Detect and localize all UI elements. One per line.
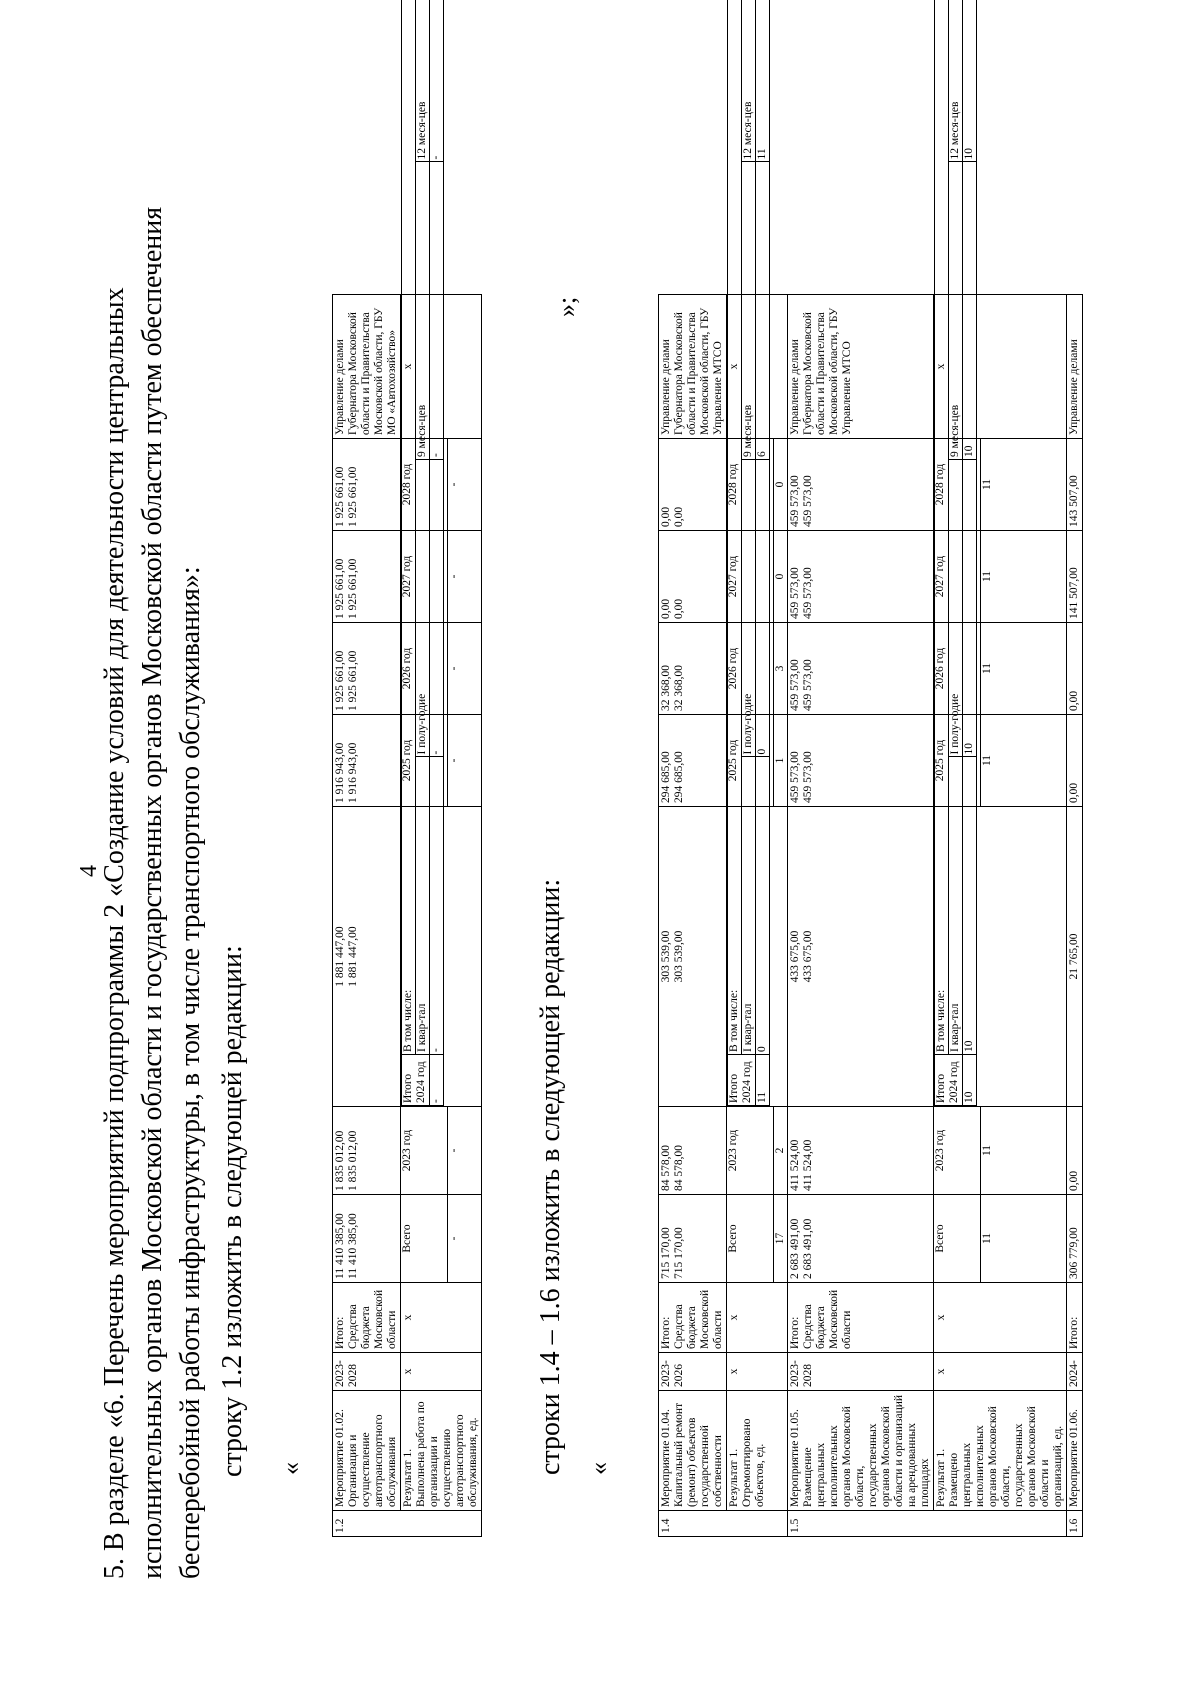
- y2028-budget: 459 573,00: [802, 475, 814, 527]
- y2028-total: 0,00: [660, 506, 672, 527]
- table-rows-1-4-1-6: [658, 101, 1083, 1537]
- total-value: 715 170,00: [660, 1227, 672, 1279]
- y2027-total: 0,00: [660, 598, 672, 619]
- result-value: 2: [773, 1107, 787, 1194]
- y2025-budget: 294 685,00: [673, 751, 685, 803]
- year-label: 2028 год: [401, 463, 413, 506]
- m12-label: 12 меся-цев: [949, 0, 963, 162]
- y2024-total: 303 539,00: [660, 930, 672, 983]
- intro-paragraph: [96, 37, 210, 1579]
- y2027-budget: 459 573,00: [802, 567, 814, 619]
- result-value: 0: [773, 531, 787, 622]
- rows-instruction: строки 1.4 – 1.6 изложить в следующей редакции:: [535, 878, 566, 1475]
- y2023-total: 1 835 012,00: [334, 1130, 346, 1191]
- x-mark: x: [727, 295, 788, 439]
- y2025-budget: 459 573,00: [802, 751, 814, 803]
- y2028-total: 1 925 661,00: [334, 466, 346, 527]
- result-value: -: [447, 715, 461, 806]
- year-label: 2025 год: [401, 739, 413, 782]
- result-value: 11: [756, 0, 770, 162]
- quarter-breakdown: [727, 0, 770, 1106]
- table-row: [934, 295, 1067, 1537]
- result-value: 17: [773, 1195, 787, 1282]
- executor: Управление делами Губернатора Московской области и Правительства Московской области, ГБУ Управление МТСО: [659, 295, 727, 439]
- result-value: 0: [756, 757, 770, 1055]
- result-value: -: [430, 1055, 444, 1106]
- result-value: -: [447, 1195, 461, 1282]
- y2026-budget: 1 925 661,00: [347, 650, 359, 711]
- y2024-total: 21 765,00: [1067, 807, 1083, 1107]
- year-label: 2026 год: [934, 647, 946, 690]
- result-value: 11: [980, 1107, 994, 1194]
- y2024-budget: 433 675,00: [802, 930, 814, 983]
- result-value: 0: [773, 439, 787, 530]
- total-value: 11 410 385,00: [334, 1213, 346, 1279]
- y2027-total: 1 925 661,00: [334, 558, 346, 619]
- y2027-total: 459 573,00: [789, 567, 801, 619]
- table-row: [1067, 295, 1083, 1537]
- row-number: 1.6: [1067, 1511, 1083, 1537]
- y2025-total: 294 685,00: [660, 751, 672, 803]
- result-value: 0: [756, 460, 770, 758]
- y2025-budget: 1 916 943,00: [347, 742, 359, 803]
- itogo-2024-label: Итого 2024 год: [402, 1055, 430, 1106]
- y2023-total: 411 524,00: [789, 1139, 801, 1191]
- open-quote: «: [584, 1462, 613, 1475]
- itogo-2024-label: Итого 2024 год: [935, 1055, 963, 1106]
- result-value: -: [430, 0, 444, 162]
- budget-label: Средства бюджета Московской области: [802, 1289, 853, 1349]
- x-mark: x: [934, 295, 1067, 439]
- result-name: Результат 1. Размещено центральных исполнительных органов Московской области, государственных органов Московской области и организаций, ед.: [934, 1391, 1067, 1511]
- y2026-total: 32 368,00: [660, 665, 672, 711]
- y2026-budget: 32 368,00: [673, 665, 685, 711]
- result-value: 11: [980, 623, 994, 714]
- result-value: 10: [963, 757, 977, 1055]
- result-value: -: [430, 757, 444, 1055]
- y2027-budget: 0,00: [673, 598, 685, 619]
- y2025-total: 459 573,00: [789, 751, 801, 803]
- year-label: 2025 год: [727, 739, 739, 782]
- page-number: 4: [76, 865, 102, 877]
- year-label: 2025 год: [934, 739, 946, 782]
- table-row: [659, 295, 727, 1537]
- q1-label: I квар-тал: [416, 757, 430, 1055]
- intro-line: исполнительных органов Московской области и государственных органов Московской области путем обеспечения: [137, 206, 168, 1579]
- open-quote: «: [276, 1462, 305, 1475]
- x-mark: x: [727, 1353, 788, 1391]
- year-label: 2028 год: [727, 463, 739, 506]
- y2027-total: 141 507,00: [1067, 531, 1083, 623]
- total-value: 2 683 491,00: [789, 1218, 801, 1279]
- result-value: -: [447, 623, 461, 714]
- year-label: 2023 год: [401, 1129, 413, 1172]
- year-label: 2023 год: [727, 1129, 739, 1172]
- x-mark: x: [401, 1283, 482, 1353]
- year-label: 2027 год: [727, 555, 739, 598]
- row-number: 1.5: [788, 1511, 1067, 1537]
- executor: Управление делами Губернатора Московской области и Правительства Московской области, ГБУ Управление МТСО: [788, 295, 934, 439]
- result-value: 11: [980, 531, 994, 622]
- result-value: 10: [963, 1055, 977, 1106]
- half-label: I полу-годие: [949, 460, 963, 758]
- y2023-total: 0,00: [1067, 1107, 1083, 1195]
- y2023-total: 84 578,00: [660, 1145, 672, 1191]
- result-value: -: [447, 1107, 461, 1194]
- y2028-total: 143 507,00: [1067, 439, 1083, 531]
- result-value: 3: [773, 623, 787, 714]
- result-value: 1: [773, 715, 787, 806]
- event-name: Мероприятие 01.04. Капитальный ремонт (ремонт) объектов государственной собственности: [659, 1391, 727, 1511]
- m9-label: 9 меся-цев: [949, 162, 963, 460]
- half-label: I полу-годие: [416, 460, 430, 758]
- x-mark: x: [727, 1283, 788, 1353]
- table-row-1-2: [332, 101, 482, 1537]
- result-value: 11: [756, 1055, 770, 1106]
- result-value: 11: [980, 439, 994, 530]
- result-value: -: [447, 439, 461, 530]
- y2023-budget: 411 524,00: [802, 1139, 814, 1191]
- incl-label: В том числе:: [402, 0, 416, 1055]
- year-label: 2027 год: [401, 555, 413, 598]
- quarter-breakdown: [934, 0, 977, 1106]
- y2024-total: 1 881 447,00: [334, 926, 346, 987]
- y2023-budget: 84 578,00: [673, 1145, 685, 1191]
- y2028-budget: 1 925 661,00: [347, 466, 359, 527]
- y2023-budget: 1 835 012,00: [347, 1130, 359, 1191]
- m12-label: 12 меся-цев: [742, 0, 756, 162]
- event-period: 2023-2026: [659, 1353, 727, 1391]
- incl-label: В том числе:: [728, 0, 742, 1055]
- year-label: 2027 год: [934, 555, 946, 598]
- total-label: Итого:: [334, 1316, 346, 1349]
- result-value: 6: [756, 162, 770, 460]
- y2026-total: 0,00: [1067, 623, 1083, 715]
- table-row: [788, 295, 934, 1537]
- m12-label: 12 меся-цев: [416, 0, 430, 162]
- q1-label: I квар-тал: [742, 757, 756, 1055]
- executor: Управление делами Губернатора Московской области и Правительства Московской области, ГБУ МО «Автохозяйство»: [333, 295, 401, 439]
- result-value: 11: [980, 1195, 994, 1282]
- event-period: 2023-2028: [333, 1353, 401, 1391]
- year-label: 2026 год: [727, 647, 739, 690]
- y2024-budget: 303 539,00: [673, 930, 685, 983]
- budget-label: Средства бюджета Московской области: [347, 1289, 398, 1349]
- y2027-budget: 1 925 661,00: [347, 558, 359, 619]
- y2028-total: 459 573,00: [789, 475, 801, 527]
- year-label: 2028 год: [934, 463, 946, 506]
- x-mark: x: [401, 1353, 482, 1391]
- incl-label: В том числе:: [935, 0, 949, 1055]
- y2026-budget: 459 573,00: [802, 659, 814, 711]
- row-number: 1.2: [333, 1511, 482, 1537]
- intro-line: бесперебойной работы инфраструктуры, в том числе транспортного обслуживания»:: [175, 566, 206, 1579]
- result-value: -: [430, 162, 444, 460]
- half-label: I полу-годие: [742, 460, 756, 758]
- all-label: Всего: [401, 1224, 413, 1253]
- budget-value: 11 410 385,00: [347, 1213, 359, 1279]
- table-row: [333, 295, 401, 1537]
- quarter-breakdown: [401, 0, 444, 1106]
- all-label: Всего: [934, 1224, 946, 1253]
- year-label: 2026 год: [401, 647, 413, 690]
- x-mark: x: [934, 1283, 1067, 1353]
- y2025-total: 1 916 943,00: [334, 742, 346, 803]
- y2028-budget: 0,00: [673, 506, 685, 527]
- event-name: Мероприятие 01.02. Организация и осуществление автотранспортного обслуживания: [333, 1391, 401, 1511]
- year-label: 2023 год: [934, 1129, 946, 1172]
- y2024-budget: 1 881 447,00: [347, 926, 359, 987]
- event-period: 2024-: [1067, 1353, 1083, 1391]
- close-quote: »;: [552, 296, 581, 317]
- q1-label: I квар-тал: [949, 757, 963, 1055]
- total-label: Итого:: [660, 1316, 672, 1349]
- result-value: 10: [963, 460, 977, 758]
- event-name: Мероприятие 01.06.: [1067, 1391, 1083, 1511]
- result-value: 10: [963, 0, 977, 162]
- y2025-total: 0,00: [1067, 715, 1083, 807]
- result-name: Результат 1. Выполнена работа по организации и осуществлению автотранспортного обслуживания, ед.: [401, 1391, 482, 1511]
- table-row: [401, 295, 482, 1537]
- event-period: 2023-2028: [788, 1353, 934, 1391]
- y2026-total: 1 925 661,00: [334, 650, 346, 711]
- result-value: 10: [963, 162, 977, 460]
- row12-instruction: строку 1.2 изложить в следующей редакции:: [217, 945, 248, 1477]
- total-label: Итого:: [789, 1316, 801, 1349]
- result-value: 11: [980, 715, 994, 806]
- budget-value: 715 170,00: [673, 1227, 685, 1279]
- itogo-2024-label: Итого 2024 год: [728, 1055, 756, 1106]
- table-row: [727, 295, 788, 1537]
- x-mark: x: [934, 1353, 1067, 1391]
- m9-label: 9 меся-цев: [416, 162, 430, 460]
- intro-line: 5. В разделе «6. Перечень мероприятий подпрограммы 2 «Создание условий для деятельности центральных: [99, 287, 130, 1579]
- x-mark: x: [401, 295, 482, 439]
- result-value: -: [447, 531, 461, 622]
- y2024-total: 433 675,00: [789, 930, 801, 983]
- all-label: Всего: [727, 1224, 739, 1253]
- executor: Управление делами: [1067, 295, 1083, 439]
- result-name: Результат 1. Отремонтировано объектов, ед.: [727, 1391, 788, 1511]
- budget-label: Средства бюджета Московской области: [673, 1289, 724, 1349]
- result-value: -: [430, 460, 444, 758]
- y2026-total: 459 573,00: [789, 659, 801, 711]
- total-label: Итого:: [1067, 1283, 1083, 1353]
- m9-label: 9 меся-цев: [742, 162, 756, 460]
- total-value: 306 779,00: [1067, 1195, 1083, 1283]
- budget-value: 2 683 491,00: [802, 1218, 814, 1279]
- row-number: 1.4: [659, 1511, 788, 1537]
- event-name: Мероприятие 01.05. Размещение центральных исполнительных органов Московской области, государственных органов Московской области и организаций на арендованных площадях: [788, 1391, 934, 1511]
